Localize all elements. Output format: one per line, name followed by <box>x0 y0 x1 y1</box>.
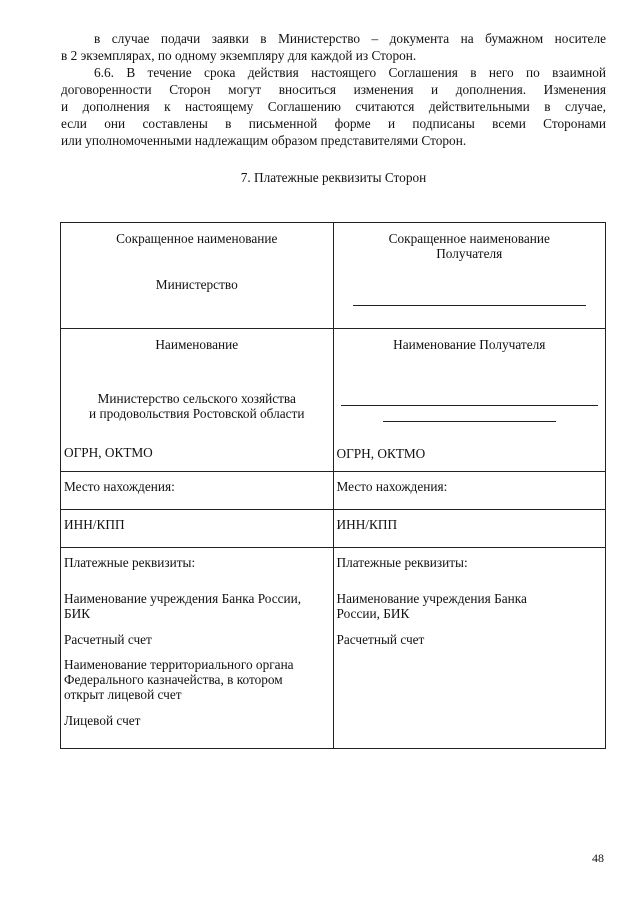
paragraph-line: и дополнения к настоящему Соглашению считаются действительными в случае, <box>61 99 606 114</box>
blank-line <box>341 405 599 406</box>
payment-details-title: Платежные реквизиты: <box>64 555 196 570</box>
table-cell <box>333 548 606 749</box>
table-row <box>61 223 606 329</box>
payment-details-title: Платежные реквизиты: <box>336 555 468 570</box>
table-cell <box>61 548 334 749</box>
label-line: БИК <box>64 606 91 621</box>
table-row <box>61 329 606 472</box>
label-line: Федерального казначейства, в котором <box>64 672 283 687</box>
bank-name-label <box>337 571 603 621</box>
bank-name-label <box>64 571 330 621</box>
paragraph-line: в 2 экземплярах, по одному экземпляру для каждой из Сторон. <box>61 48 417 63</box>
label-line: Получателя <box>436 246 503 261</box>
paragraph-line: или уполномоченными надлежащим образом представителями Сторон. <box>61 133 467 148</box>
paragraph-submission-copies <box>61 30 606 64</box>
short-name-value: Министерство <box>155 277 238 292</box>
table-row <box>61 510 606 548</box>
table-row <box>61 548 606 749</box>
paragraph-line: 6.6. В течение срока действия настоящего Соглашения в него по взаимной <box>94 65 606 80</box>
recipient-name-label: Наименование Получателя <box>393 337 546 352</box>
settlement-account-label: Расчетный счет <box>64 632 152 647</box>
table-cell <box>61 223 334 329</box>
paragraph-line: если они составлены в письменной форме и подписаны всеми Сторонами <box>61 116 606 131</box>
table-cell <box>61 329 334 472</box>
full-name-label: Наименование <box>155 337 239 352</box>
treasury-body-label <box>64 648 330 702</box>
ogrn-oktmo-label: ОГРН, ОКТМО <box>64 445 153 460</box>
location-label: Место нахождения: <box>61 472 334 510</box>
settlement-account-label: Расчетный счет <box>336 632 425 647</box>
inn-kpp-label: ИНН/КПП <box>61 510 334 548</box>
value-line: и продовольствия Ростовской области <box>89 406 305 421</box>
location-label: Место нахождения: <box>333 472 606 510</box>
label-line: Наименование учреждения Банка <box>336 591 527 606</box>
label-line: России, БИК <box>336 606 410 621</box>
paragraph-line: в случае подачи заявки в Министерство – документа на бумажном носителе <box>94 31 606 46</box>
label-line: Сокращенное наименование <box>388 231 550 246</box>
section-heading: 7. Платежные реквизиты Сторон <box>240 170 427 185</box>
inn-kpp-label: ИНН/КПП <box>333 510 606 548</box>
short-name-label: Сокращенное наименование <box>116 231 278 246</box>
ogrn-oktmo-label: ОГРН, ОКТМО <box>336 446 426 461</box>
label-line: открыт лицевой счет <box>64 687 182 702</box>
table-cell <box>333 223 606 329</box>
payment-details-table <box>60 222 606 749</box>
value-line: Министерство сельского хозяйства <box>97 391 296 406</box>
table-row <box>61 472 606 510</box>
full-name-value <box>64 353 330 421</box>
paragraph-amendments <box>61 64 606 149</box>
label-line: Наименование территориального органа <box>64 657 294 672</box>
page-number: 48 <box>592 851 604 865</box>
blank-line <box>353 305 587 306</box>
paragraph-line: договоренности Сторон могут вноситься изменения и дополнения. Изменения <box>61 82 606 97</box>
personal-account-label: Лицевой счет <box>64 713 141 728</box>
label-line: Наименование учреждения Банка России, <box>64 591 302 606</box>
recipient-short-name-label <box>337 223 603 261</box>
table-cell <box>333 329 606 472</box>
